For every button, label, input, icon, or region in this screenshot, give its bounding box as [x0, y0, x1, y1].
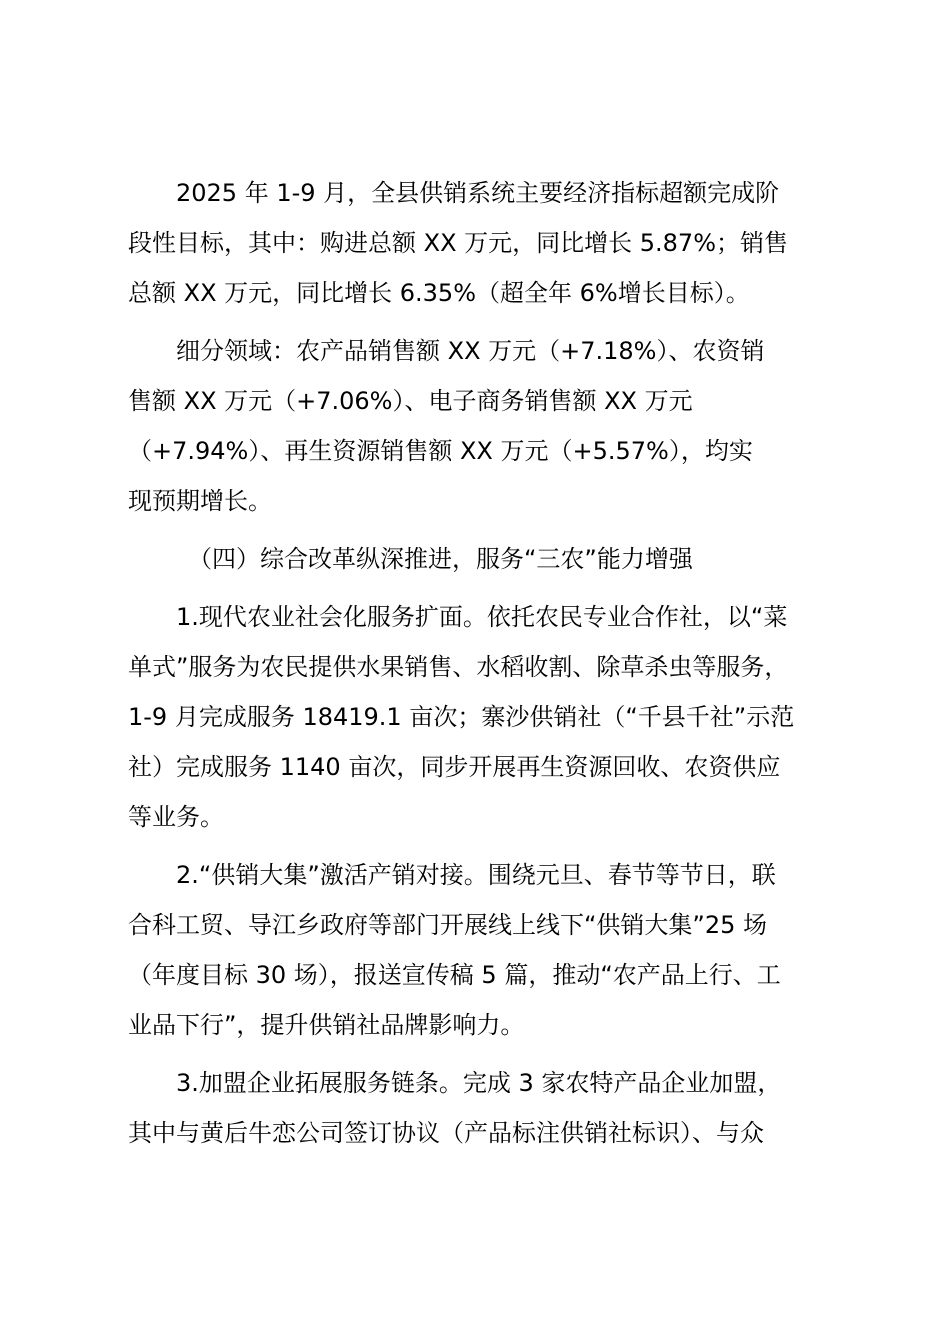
text-line: 现预期增长。 — [128, 487, 272, 515]
text-line: 单式”服务为农民提供水果销售、水稻收割、除草杀虫等服务， — [128, 653, 789, 681]
text-line: （+7.94%）、再生资源销售额 XX 万元（+5.57%），均实 — [128, 437, 753, 465]
text-line: 等业务。 — [128, 803, 224, 831]
document-page — [128, 168, 824, 1166]
text-line: 3.加盟企业拓展服务链条。完成 3 家农特产品企业加盟， — [176, 1069, 782, 1097]
paragraph-segment-sales — [128, 326, 824, 526]
text-line: 总额 XX 万元，同比增长 6.35%（超全年 6%增长目标）。 — [128, 279, 750, 307]
text-line: 2025 年 1-9 月，全县供销系统主要经济指标超额完成阶 — [176, 179, 780, 207]
text-line: 合科工贸、导江乡政府等部门开展线上线下“供销大集”25 场 — [128, 911, 768, 939]
text-line: 段性目标，其中：购进总额 XX 万元，同比增长 5.87%；销售 — [128, 229, 789, 257]
section-heading — [128, 534, 824, 584]
text-line: 社）完成服务 1140 亩次，同步开展再生资源回收、农资供应 — [128, 753, 781, 781]
item-supply-market — [128, 850, 824, 1050]
text-line: 其中与黄后牛恋公司签订协议（产品标注供销社标识）、与众 — [128, 1119, 764, 1147]
item-agricultural-services — [128, 592, 824, 842]
text-line: 售额 XX 万元（+7.06%）、电子商务销售额 XX 万元 — [128, 387, 693, 415]
section-heading-text: （四）综合改革纵深推进，服务“三农”能力增强 — [188, 545, 693, 573]
text-line: 细分领域：农产品销售额 XX 万元（+7.18%）、农资销 — [176, 337, 765, 365]
text-line: （年度目标 30 场），报送宣传稿 5 篇，推动“农产品上行、工 — [128, 961, 781, 989]
paragraph-economic-indicators — [128, 168, 824, 318]
text-line: 2.“供销大集”激活产销对接。围绕元旦、春节等节日，联 — [176, 861, 776, 889]
item-member-enterprises — [128, 1058, 824, 1158]
text-line: 业品下行”，提升供销社品牌影响力。 — [128, 1011, 525, 1039]
text-line: 1-9 月完成服务 18419.1 亩次；寨沙供销社（“千县千社”示范 — [128, 703, 795, 731]
text-line: 1.现代农业社会化服务扩面。依托农民专业合作社，以“菜 — [176, 603, 788, 631]
